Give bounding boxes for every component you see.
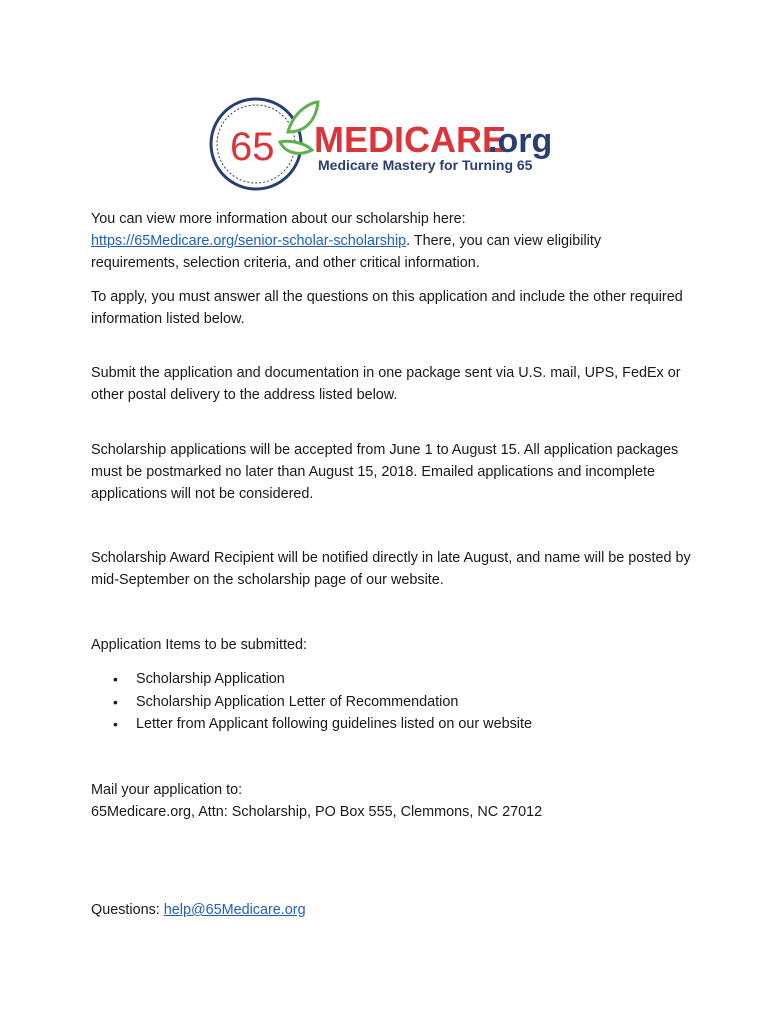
submit-text: Submit the application and documentation in one package sent via U.S. mail, UPS, FedEx or other postal delivery to the address listed below. [91,365,681,403]
items-heading: Application Items to be submitted: [91,637,307,653]
intro-after-link: . There, you can view eligibility requirements, selection criteria, and other critical information. [91,233,602,271]
submit-paragraph [91,362,691,406]
questions-block [91,899,691,921]
intro-line: You can view more information about our scholarship here: [91,211,466,227]
list-item-label: Scholarship Application [136,671,285,687]
logo-number: 65 [230,125,275,169]
bullet-icon: • [113,671,118,687]
list-item-label: Scholarship Application Letter of Recommendation [136,693,459,710]
intro-paragraph [91,208,691,274]
items-list-block [91,668,691,736]
mail-address: 65Medicare.org, Attn: Scholarship, PO Box 555, Clemmons, NC 27012 [91,804,543,820]
logo-brand: MEDICARE [314,119,507,160]
dates-text: Scholarship applications will be accepted from June 1 to August 15. All application packages must be postmarked no later than August 15, 2018. Emailed applications and incomplete applications will not be considered. [91,442,679,502]
logo-suffix: .org [488,122,553,160]
items-heading-block [91,634,691,656]
leaf-small-icon [280,141,312,153]
list-item-label: Letter from Applicant following guidelines listed on our website [136,716,532,733]
help-email-link[interactable]: help@65Medicare.org [163,902,306,918]
award-paragraph [91,547,691,591]
bullet-icon: • [113,693,118,710]
items-list [91,668,691,736]
mail-heading: Mail your application to: [91,782,243,798]
award-text: Scholarship Award Recipient will be notified directly in late August, and name will be posted by mid-September on the scholarship page of our website. [91,550,691,588]
bullet-icon: • [113,716,118,733]
dates-paragraph [91,439,691,505]
list-item [91,668,691,691]
scholarship-link[interactable]: https://65Medicare.org/senior-scholar-scholarship [91,233,407,249]
mail-block [91,779,691,823]
list-item [91,691,691,714]
logo-graphic [208,96,558,192]
questions-label: Questions: [91,902,164,918]
apply-paragraph [91,286,691,330]
list-item [91,713,691,736]
logo [208,96,558,192]
logo-tagline: Medicare Mastery for Turning 65 [318,157,533,173]
apply-text: To apply, you must answer all the questions on this application and include the other required information listed below. [91,289,683,327]
